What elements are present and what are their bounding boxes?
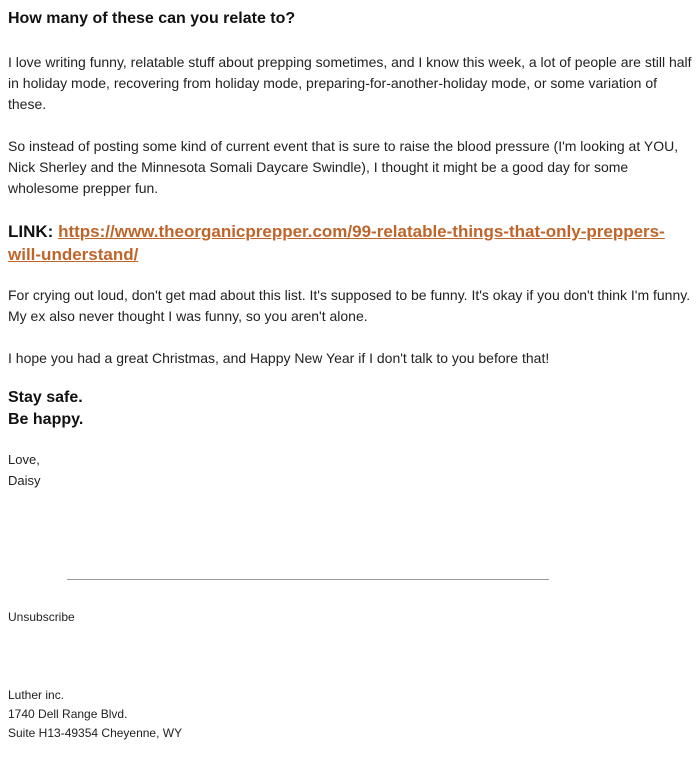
closing-line-signature: Daisy [8, 473, 41, 488]
link-block [8, 220, 692, 266]
article-link[interactable]: https://www.theorganicprepper.com/99-relatable-things-that-only-preppers-will-understand/ [8, 222, 665, 264]
signoff-line-stay-safe: Stay safe. [8, 389, 83, 406]
closing-line-love: Love, [8, 452, 40, 467]
email-heading: How many of these can you relate to? [8, 10, 296, 27]
closing [8, 449, 692, 491]
email-body [8, 9, 692, 491]
footer-address [8, 686, 182, 743]
signoff-line-be-happy: Be happy. [8, 411, 84, 428]
address-street: 1740 Dell Range Blvd. [8, 707, 128, 721]
address-city: Suite H13-49354 Cheyenne, WY [8, 726, 183, 740]
context-paragraph: So instead of posting some kind of current event that is sure to raise the blood pressure (I'm looking at YOU, Nick Sherley and the Minnesota Somali Daycare Swindle), I thought it might be a good day for some wholesome prepper fun. [8, 138, 679, 196]
link-label: LINK: [8, 222, 54, 241]
intro-paragraph: I love writing funny, relatable stuff about prepping sometimes, and I know this week, a lot of people are still half in holiday mode, recovering from holiday mode, preparing-for-another-holiday mode, or some variation of these. [8, 54, 692, 112]
signoff [8, 387, 692, 431]
footer-divider [67, 579, 549, 580]
address-company: Luther inc. [8, 688, 65, 702]
unsubscribe-link[interactable]: Unsubscribe [8, 610, 75, 624]
disclaimer-paragraph: For crying out loud, don't get mad about this list. It's supposed to be funny. It's okay if you don't think I'm funny. My ex also never thought I was funny, so you aren't alone. [8, 287, 691, 324]
holiday-greeting-paragraph: I hope you had a great Christmas, and Happy New Year if I don't talk to you before that! [8, 350, 550, 366]
